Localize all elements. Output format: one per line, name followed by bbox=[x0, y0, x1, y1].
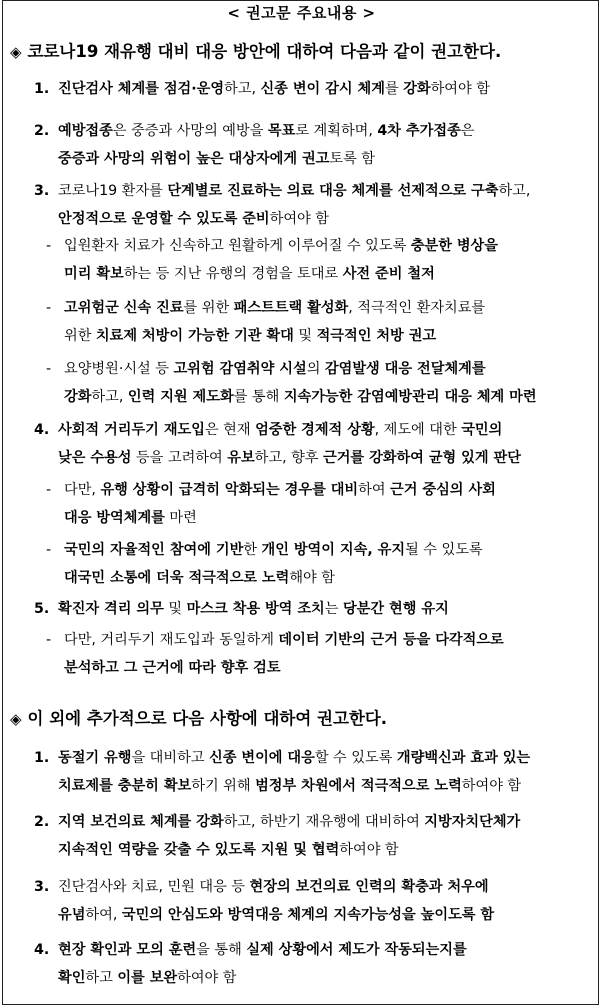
item-line bbox=[58, 873, 594, 901]
text-run: 하고, bbox=[498, 183, 531, 199]
text-run: 하고, 향후 bbox=[254, 450, 324, 466]
bold-text-run: 패스트트랙 활성화 bbox=[233, 300, 349, 316]
dash-bullet: - bbox=[46, 542, 52, 558]
item-line bbox=[64, 355, 594, 383]
bold-text-run: 국민의 자율적인 참여에 기반 bbox=[64, 542, 244, 558]
bold-text-run: 진단검사 체계를 점검·운영 bbox=[58, 81, 225, 97]
text-run: , 적극적인 환자치료를 bbox=[348, 300, 486, 316]
sub-item-1-3-3 bbox=[46, 355, 594, 411]
dash-bullet: - bbox=[46, 361, 52, 377]
text-run: 는 bbox=[324, 601, 343, 617]
sub-item-1-5-1 bbox=[46, 626, 594, 682]
text-run: 하여야 함 bbox=[177, 970, 237, 986]
bold-text-run: 목표 bbox=[267, 123, 296, 139]
item-line bbox=[58, 964, 594, 992]
item-line bbox=[64, 564, 594, 592]
sub-item-1-3-2 bbox=[46, 294, 594, 350]
bold-text-run: 마스크 착용 방역 조치 bbox=[186, 601, 325, 617]
bold-text-run: 현장 확인과 모의 훈련 bbox=[58, 942, 197, 958]
item-line bbox=[58, 936, 594, 964]
text-run: 다만, 거리두기 재도입과 동일하게 bbox=[64, 632, 279, 648]
bold-text-run: 엄중한 경제적 상황 bbox=[255, 422, 375, 438]
section-heading-2 bbox=[10, 705, 387, 729]
item-line bbox=[58, 75, 594, 103]
item-1-2 bbox=[36, 117, 594, 173]
bold-text-run: 국민의 bbox=[461, 422, 503, 438]
item-line bbox=[64, 536, 594, 564]
item-line bbox=[64, 504, 594, 532]
bold-text-run: 유행 상황이 급격히 악화되는 경우를 대비 bbox=[100, 482, 359, 498]
bold-text-run: 개량백신과 효과 있는 bbox=[396, 750, 531, 766]
text-run: 은 현재 bbox=[204, 422, 256, 438]
text-run: 입원환자 치료가 신속하고 원활하게 이루어질 수 있도록 bbox=[64, 238, 411, 254]
text-run: 할 수 있도록 bbox=[314, 750, 397, 766]
item-2-3 bbox=[36, 873, 594, 929]
section-heading-1-text: 코로나19 재유행 대비 대응 방안에 대하여 다음과 같이 권고한다. bbox=[27, 42, 502, 61]
text-run: 및 bbox=[293, 328, 317, 344]
bold-text-run: 강화 bbox=[64, 389, 92, 405]
bold-text-run: 지속적인 역량을 갖출 수 있도록 지원 및 협력 bbox=[58, 842, 340, 858]
text-run: , 제도에 대한 bbox=[374, 422, 462, 438]
text-run: 다만, bbox=[64, 482, 101, 498]
item-1-3 bbox=[36, 177, 594, 233]
item-1-1 bbox=[36, 75, 594, 103]
bold-text-run: 단계별로 진료하는 의료 대응 체계를 선제적으로 구축 bbox=[167, 183, 499, 199]
item-line bbox=[58, 836, 594, 864]
bold-text-run: 치료제를 충분히 확보 bbox=[58, 778, 192, 794]
item-2-4 bbox=[36, 936, 594, 992]
text-run: 은 중증과 사망의 예방을 bbox=[112, 123, 268, 139]
bold-text-run: 고위험 감염취약 시설 bbox=[173, 361, 307, 377]
text-run: 마련 bbox=[164, 510, 197, 526]
bold-text-run: 예방접종 bbox=[58, 123, 113, 139]
bold-text-run: 개인 방역이 지속, 유지 bbox=[261, 542, 406, 558]
text-run: 하고, 하반기 재유행에 대비하여 bbox=[223, 814, 425, 830]
text-run: 를 통해 bbox=[233, 389, 284, 405]
bold-text-run: 대국민 소통에 더욱 적극적으로 노력 bbox=[64, 570, 290, 586]
item-number: 3. bbox=[34, 879, 50, 895]
bold-text-run: 중증과 사망의 위험이 높은 대상자에게 권고 bbox=[58, 151, 330, 167]
item-line bbox=[64, 294, 594, 322]
bold-text-run: 근거를 강화하여 균형 있게 판단 bbox=[323, 450, 521, 466]
bold-text-run: 데이터 기반의 근거 등을 다각적으로 bbox=[278, 632, 504, 648]
dash-bullet: - bbox=[46, 482, 52, 498]
text-run: 위한 bbox=[64, 328, 96, 344]
bold-text-run: 근거 중심의 사회 bbox=[390, 482, 496, 498]
bold-text-run: 당분간 현행 유지 bbox=[342, 601, 449, 617]
text-run: 하고 bbox=[85, 970, 118, 986]
bold-text-run: 사전 준비 철저 bbox=[342, 266, 435, 282]
item-number: 2. bbox=[34, 123, 50, 139]
bold-text-run: 이를 보완 bbox=[117, 970, 178, 986]
bold-text-run: 유념 bbox=[58, 907, 86, 923]
text-run: 하여야 함 bbox=[269, 211, 329, 227]
text-run: 요양병원·시설 등 bbox=[64, 361, 174, 377]
text-run: 를 bbox=[384, 81, 404, 97]
text-run: 의 bbox=[306, 361, 325, 377]
bold-text-run: 4차 추가접종 bbox=[377, 123, 461, 139]
item-line bbox=[58, 772, 594, 800]
item-number: 4. bbox=[34, 422, 50, 438]
text-run: 토록 함 bbox=[329, 151, 376, 167]
bold-text-run: 대응 방역체계를 bbox=[64, 510, 165, 526]
dash-bullet: - bbox=[46, 632, 52, 648]
item-line bbox=[58, 901, 594, 929]
text-run: 하는 등 지난 유행의 경험을 토대로 bbox=[123, 266, 343, 282]
sub-item-1-4-2 bbox=[46, 536, 594, 592]
bold-text-run: 미리 확보 bbox=[64, 266, 124, 282]
sub-item-1-3-1 bbox=[46, 232, 594, 288]
item-number: 2. bbox=[34, 814, 50, 830]
text-run: 를 위한 bbox=[183, 300, 234, 316]
item-line bbox=[58, 177, 594, 205]
bold-text-run: 유보 bbox=[227, 450, 255, 466]
text-run: 은 bbox=[460, 123, 475, 139]
text-run: 을 대비하고 bbox=[131, 750, 210, 766]
text-run: 하고, bbox=[224, 81, 261, 97]
bold-text-run: 분석하고 그 근거에 따라 향후 검토 bbox=[64, 660, 281, 676]
bold-text-run: 실제 상황에서 제도가 작동되는지를 bbox=[246, 942, 467, 958]
item-line bbox=[58, 145, 594, 173]
diamond-bullet-icon: ◈ bbox=[10, 710, 22, 728]
text-run: 코로나19 환자를 bbox=[58, 183, 168, 199]
bold-text-run: 적극적인 처방 권고 bbox=[316, 328, 437, 344]
text-run: 하기 위해 bbox=[191, 778, 256, 794]
item-line bbox=[64, 260, 594, 288]
bold-text-run: 현장의 보건의료 인력의 확충과 처우에 bbox=[249, 879, 489, 895]
bold-text-run: 치료제 처방이 가능한 기관 확대 bbox=[95, 328, 294, 344]
item-2-2 bbox=[36, 808, 594, 864]
text-run: 하여야 함 bbox=[461, 778, 522, 794]
bold-text-run: 충분한 병상을 bbox=[410, 238, 498, 254]
text-run: 을 통해 bbox=[196, 942, 247, 958]
text-run: 될 수 있도록 bbox=[405, 542, 483, 558]
item-line bbox=[58, 744, 594, 772]
text-run: 한 bbox=[243, 542, 262, 558]
bold-text-run: 감염발생 대응 전달체계를 bbox=[324, 361, 486, 377]
item-number: 1. bbox=[34, 750, 50, 766]
item-number: 3. bbox=[34, 183, 50, 199]
dash-bullet: - bbox=[46, 238, 52, 254]
text-run: 및 bbox=[163, 601, 187, 617]
dash-bullet: - bbox=[46, 300, 52, 316]
bold-text-run: 지역 보건의료 체계를 강화 bbox=[58, 814, 224, 830]
item-line bbox=[64, 654, 594, 682]
item-2-1 bbox=[36, 744, 594, 800]
text-run: 진단검사와 치료, 민원 대응 등 bbox=[58, 879, 250, 895]
bold-text-run: 인력 지원 제도화 bbox=[127, 389, 234, 405]
bold-text-run: 지방자치단체가 bbox=[424, 814, 521, 830]
item-1-5 bbox=[36, 595, 594, 623]
item-line bbox=[58, 416, 594, 444]
text-run: 하여야 함 bbox=[339, 842, 399, 858]
item-number: 4. bbox=[34, 942, 50, 958]
bold-text-run: 확인 bbox=[58, 970, 86, 986]
diamond-bullet-icon: ◈ bbox=[10, 43, 22, 61]
bold-text-run: 범정부 차원에서 적극적으로 노력 bbox=[255, 778, 462, 794]
text-run: 등을 고려하여 bbox=[131, 450, 228, 466]
text-run: 하여 bbox=[358, 482, 391, 498]
section-heading-2-text: 이 외에 추가적으로 다음 사항에 대하여 권고한다. bbox=[27, 709, 388, 728]
item-line bbox=[58, 595, 594, 623]
item-line bbox=[64, 322, 594, 350]
text-run: 해야 함 bbox=[289, 570, 335, 586]
text-run: 로 계획하며, bbox=[295, 123, 378, 139]
item-line bbox=[64, 232, 594, 260]
bold-text-run: 동절기 유행 bbox=[58, 750, 132, 766]
bold-text-run: 강화 bbox=[403, 81, 431, 97]
item-line bbox=[58, 117, 594, 145]
text-run: 하여야 함 bbox=[430, 81, 490, 97]
item-line bbox=[58, 444, 594, 472]
bold-text-run: 낮은 수용성 bbox=[58, 450, 132, 466]
item-number: 5. bbox=[34, 601, 50, 617]
item-line bbox=[64, 383, 594, 411]
item-line bbox=[58, 205, 594, 233]
item-1-4 bbox=[36, 416, 594, 472]
bold-text-run: 안정적으로 운영할 수 있도록 준비 bbox=[58, 211, 270, 227]
bold-text-run: 신종 변이에 대응 bbox=[209, 750, 315, 766]
item-line bbox=[58, 808, 594, 836]
bold-text-run: 사회적 거리두기 재도입 bbox=[58, 422, 205, 438]
text-run: 하여, bbox=[85, 907, 122, 923]
bold-text-run: 고위험군 신속 진료 bbox=[64, 300, 184, 316]
item-number: 1. bbox=[34, 81, 50, 97]
text-run: 하고, bbox=[91, 389, 128, 405]
bold-text-run: 신종 변이 감시 체계 bbox=[260, 81, 385, 97]
bold-text-run: 국민의 안심도와 방역대응 체계의 지속가능성을 높이도록 함 bbox=[121, 907, 495, 923]
page-title: < 권고문 주요내용 > bbox=[227, 4, 376, 22]
item-line bbox=[64, 626, 594, 654]
item-line bbox=[64, 476, 594, 504]
bold-text-run: 지속가능한 감염예방관리 대응 체계 마련 bbox=[283, 389, 537, 405]
section-heading-1 bbox=[10, 38, 501, 62]
sub-item-1-4-1 bbox=[46, 476, 594, 532]
bold-text-run: 확진자 격리 의무 bbox=[58, 601, 164, 617]
